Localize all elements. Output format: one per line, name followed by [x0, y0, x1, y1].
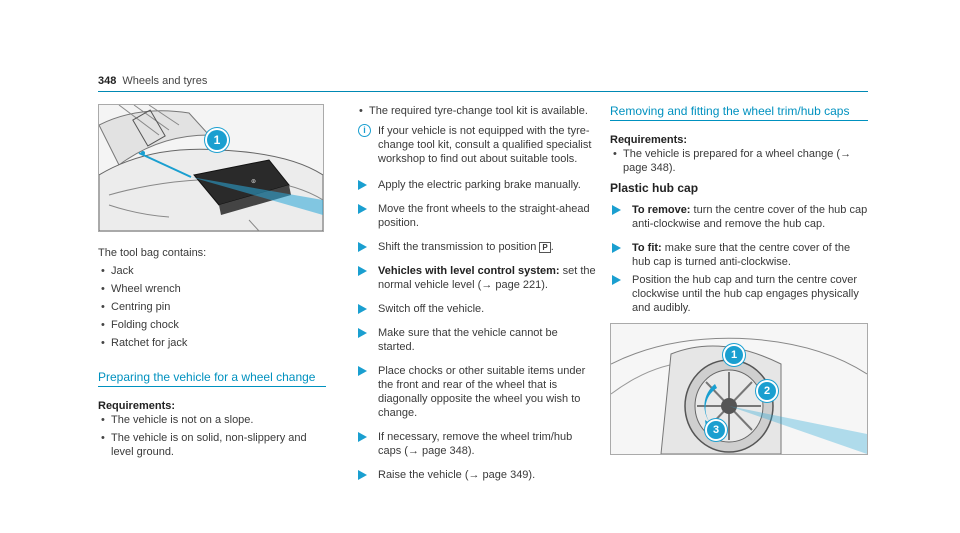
page-number: 348 [98, 75, 117, 87]
step-text: Make sure that the vehicle cannot be started. [378, 327, 558, 353]
step-text: make sure that the centre cover of the hub cap is turned anti-clockwise. [632, 242, 851, 268]
step-item [356, 326, 596, 354]
wheel-illustration [611, 324, 867, 454]
step-text: Move the front wheels to the straight-ahead position. [378, 203, 590, 229]
step-arrow-icon [358, 366, 367, 376]
step-arrow-icon [358, 432, 367, 442]
tool-bag-intro: The tool bag contains: [98, 247, 207, 259]
step-arrow-icon [358, 266, 367, 276]
callout-2-wheel: 2 [758, 382, 776, 400]
step-item: Shift the transmission to position P . [356, 240, 596, 254]
list-item: • Jack [98, 264, 326, 278]
step-item [610, 273, 868, 315]
step-label: Vehicles with level control system: [378, 265, 560, 277]
callout-1-wheel: 1 [725, 346, 743, 364]
step-arrow-icon [358, 304, 367, 314]
list-item: • Ratchet for jack [98, 336, 326, 350]
step-text: turn the centre cover of the hub cap anti-clockwise and remove the hub cap. [632, 204, 868, 230]
column-1 [98, 246, 326, 463]
callout-1-figure1: 1 [207, 130, 227, 150]
step-text: If necessary, remove the wheel trim/hub caps (→ page 348). [378, 431, 573, 457]
list-item: • Centring pin [98, 300, 326, 314]
plastic-hub-cap-heading: Plastic hub cap [610, 181, 699, 195]
step-text: set the normal vehicle level (→ page 221). [378, 265, 596, 291]
requirements-label: Requirements: [610, 134, 688, 146]
column-2 [356, 104, 596, 492]
list-item: • Wheel wrench [98, 282, 326, 296]
park-position-icon: P [539, 242, 550, 253]
section-title-preparing: Preparing the vehicle for a wheel change [98, 370, 326, 387]
trunk-illustration [99, 105, 323, 231]
step-item [356, 468, 596, 482]
list-item: • The vehicle is not on a slope. [98, 413, 326, 427]
step-arrow-icon [358, 242, 367, 252]
tool-bag-figure [98, 104, 324, 232]
header-rule [98, 91, 868, 92]
step-text: Switch off the vehicle. [378, 303, 485, 315]
step-arrow-icon [358, 328, 367, 338]
list-item: • The required tyre-change tool kit is available. [356, 104, 596, 118]
list-item: • The vehicle is on solid, non-slippery and level ground. [98, 431, 326, 459]
step-text: Position the hub cap and turn the centre cover clockwise until the hub cap engages physically and audibly. [632, 274, 859, 314]
tool-bag-list [98, 264, 326, 350]
step-item [610, 203, 868, 231]
step-text: Raise the vehicle (→ page 349). [378, 469, 536, 481]
step-text: Place chocks or other suitable items under the front and rear of the wheel that is diagonally opposite the wheel you wish to change. [378, 365, 586, 419]
list-item: • Folding chock [98, 318, 326, 332]
step-item [356, 364, 596, 420]
step-arrow-icon [358, 470, 367, 480]
step-item [356, 264, 596, 292]
column-3 [610, 104, 868, 339]
chapter-title: Wheels and tyres [122, 75, 208, 87]
wheel-figure [610, 323, 868, 455]
requirements-list [610, 147, 868, 175]
list-item: • The vehicle is prepared for a wheel change (→ page 348). [610, 147, 868, 175]
step-item [610, 241, 868, 269]
step-arrow-icon [612, 205, 621, 215]
step-arrow-icon [358, 204, 367, 214]
page-header [98, 74, 207, 88]
callout-3-wheel: 3 [707, 421, 725, 439]
info-note [356, 124, 596, 166]
requirements-label: Requirements: [98, 400, 176, 412]
step-item [356, 202, 596, 230]
note-text: If your vehicle is not equipped with the tyre-change tool kit, consult a qualified specialist workshop to find out about suitable tools. [378, 125, 592, 165]
step-item [356, 302, 596, 316]
step-text: Apply the electric parking brake manually. [378, 179, 581, 191]
svg-text:⊛: ⊛ [251, 178, 257, 185]
section-title-removing: Removing and fitting the wheel trim/hub caps [610, 104, 868, 121]
step-item [356, 178, 596, 192]
step-text: Shift the transmission to position [378, 241, 537, 253]
step-arrow-icon [612, 275, 621, 285]
info-icon: i [358, 124, 371, 137]
step-arrow-icon [358, 180, 367, 190]
step-label: To remove: [632, 204, 691, 216]
tool-kit-list [356, 104, 596, 118]
step-item [356, 430, 596, 458]
requirements-list [98, 413, 326, 459]
step-arrow-icon [612, 243, 621, 253]
step-label: To fit: [632, 242, 662, 254]
